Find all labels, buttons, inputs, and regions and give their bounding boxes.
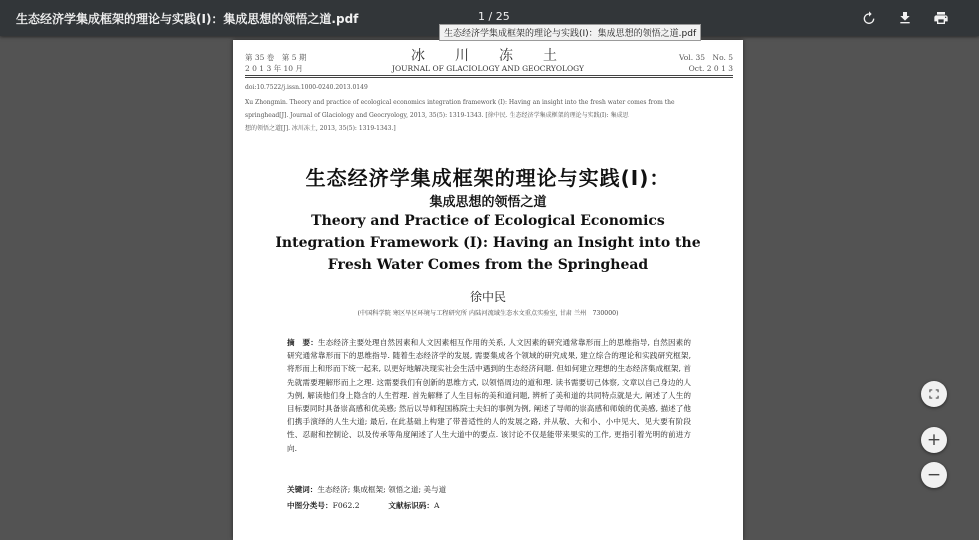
keywords-text: 生态经济; 集成框架; 领悟之道; 美与道 — [317, 485, 447, 494]
keywords — [287, 484, 691, 495]
doc-code-label: 文献标识码： — [388, 501, 434, 510]
author: 徐中民 — [469, 290, 506, 304]
citation-line: 想的领悟之道[J]. 冰川冻土, 2013, 35(5): 1319-1343.] — [245, 125, 396, 132]
class-label: 中图分类号： — [287, 501, 333, 510]
zoom-out-button[interactable] — [921, 462, 947, 488]
keywords-label: 关键词： — [287, 485, 318, 494]
paper-title-en: Theory and Practice of Ecological Economics Integration Framework (Ⅰ): Having an Insight into the Fresh Water Comes from the Springhead — [275, 213, 701, 273]
download-button[interactable] — [895, 8, 915, 28]
page-indicator[interactable]: 1 / 25 — [478, 10, 510, 23]
rotate-icon — [861, 10, 877, 26]
zoom-in-button[interactable] — [921, 427, 947, 453]
class-value: F062.2 — [332, 501, 360, 510]
fit-to-page-button[interactable] — [921, 381, 947, 407]
minus-icon: − — [926, 464, 942, 485]
journal-name-en: JOURNAL OF GLACIOLOGY AND GEOCRYOLOGY — [392, 64, 584, 73]
fit-to-page-icon — [927, 387, 941, 401]
plus-icon: + — [926, 429, 942, 450]
paper-subtitle-zh: 集成思想的领悟之道 — [429, 195, 547, 210]
doc-code-value: A — [433, 501, 440, 510]
title-tooltip: 生态经济学集成框架的理论与实践(Ⅰ)：集成思想的领悟之道.pdf — [439, 24, 701, 41]
print-button[interactable] — [931, 8, 951, 28]
header-rule — [245, 75, 733, 76]
rotate-button[interactable] — [859, 8, 879, 28]
print-icon — [933, 10, 949, 26]
date-zh: 2 0 1 3 年 10 月 — [245, 64, 303, 73]
volume-zh: 第 35 卷 第 5 期 — [245, 53, 307, 62]
citation-line: springhead[J]. Journal of Glaciology and Geocryology, 2013, 35(5): 1319-1343. [徐中民. 生态经济学集成框架的理论与实践(Ⅰ): 集成思 — [245, 112, 629, 119]
abstract-label: 摘 要： — [287, 338, 318, 347]
pdf-toolbar — [0, 0, 979, 39]
doi: doi:10.7522/j.issn.1000-0240.2013.0149 — [245, 84, 368, 91]
classification — [287, 500, 691, 511]
file-title: 生态经济学集成框架的理论与实践(Ⅰ)：集成思想的领悟之道.pdf — [16, 12, 359, 26]
pdf-page — [233, 40, 743, 540]
abstract-text: 生态经济主要处理自然因素和人文因素相互作用的关系, 人文因素的研究通常靠形而上的思维指导, 自然因素的研究通常靠形而下的思维指导. 随着生态经济学的发展, 需要集成各个领域的研究成果, 建立综合的理论和实践研究框架, 将形而上和形而下统一起来, 以更好地解决现实社会生活中遇到的生态经济问题. 但如何建立理想的生态经济集成框架, 首先就需要理解形而上之理. 这需要我们有创新的思维方式, 以领悟周边的道和理. 读书需要切己体察, 文章以自己身边的人为例, 解读他们身上隐含的人生哲理. 首先解释了人生目标的美和道问题, 辨析了美和道的共同特点就是大, 阐述了人生的目标要同时具备崇高感和优美感; 然后以导师程国栋院士夫妇的事例为例, 阐述了导师的崇高感和师娘的优美感, 描述了他们携手演绎的人生大道; 最后, 在此基础上构建了带普适性的人的发展之路, 并从敬、大和小、小中见大、见大要有阶段性、忍耐和控制论、以及传承等角度阐述了人生大道中的要点. 该讨论不仅是能带来果实的工作, 更指引着光明的前进方向. — [287, 338, 691, 453]
date-en: Oct. 2 0 1 3 — [688, 64, 733, 73]
header-rule-2 — [245, 77, 733, 78]
affiliation: (中国科学院 寒区旱区环境与工程研究所 内陆河流域生态水文重点实验室, 甘肃 兰州 730000) — [357, 310, 619, 317]
citation-line: Xu Zhongmin. Theory and practice of ecological economics integration framework (Ⅰ): Having an insight into the fresh water comes from the — [245, 99, 675, 106]
abstract — [287, 336, 691, 455]
download-icon — [897, 10, 913, 26]
header-right — [679, 52, 733, 74]
citation — [245, 96, 740, 135]
volume-en: Vol. 35 No. 5 — [679, 53, 733, 62]
journal-header — [233, 48, 743, 73]
journal-name-zh: 冰 川 冻 土 — [411, 48, 565, 64]
paper-title-zh: 生态经济学集成框架的理论与实践(Ⅰ)： — [305, 166, 671, 190]
